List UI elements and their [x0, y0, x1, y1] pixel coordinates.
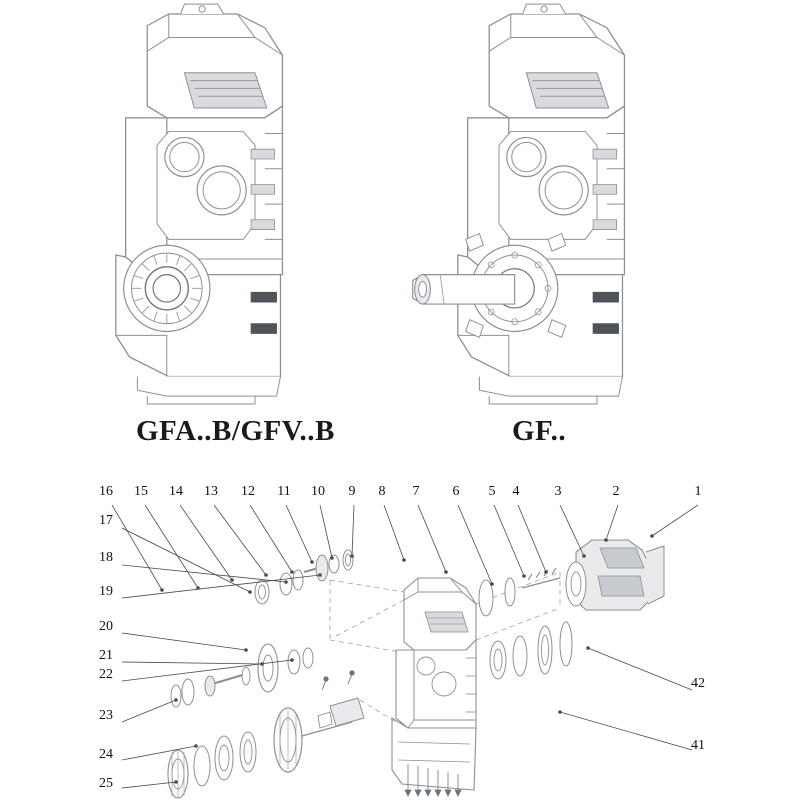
motor-adapter-part: [566, 540, 664, 610]
callout-number-2: 2: [612, 484, 620, 499]
callout-number-17: 17: [99, 513, 113, 528]
callout-number-42: 42: [691, 676, 705, 691]
callout-number-12: 12: [241, 484, 255, 499]
housing-part: [392, 578, 476, 796]
callout-number-41: 41: [691, 738, 705, 753]
callout-number-10: 10: [311, 484, 325, 499]
callout-number-19: 19: [99, 584, 113, 599]
model-label-left: GFA..B/GFV..B: [136, 415, 335, 447]
model-label-right: GF..: [512, 415, 567, 447]
callout-number-8: 8: [378, 484, 386, 499]
callout-number-24: 24: [99, 747, 113, 762]
callout-number-23: 23: [99, 708, 113, 723]
callout-number-22: 22: [99, 667, 113, 682]
callout-number-11: 11: [277, 484, 291, 499]
callout-number-4: 4: [512, 484, 520, 499]
callout-number-14: 14: [169, 484, 183, 499]
gearbox-view-gfa-gfv-b: [116, 4, 283, 404]
callout-number-25: 25: [99, 776, 113, 791]
callout-number-15: 15: [134, 484, 148, 499]
callout-number-1: 1: [694, 484, 702, 499]
gearbox-view-gf: [413, 4, 625, 404]
callout-number-7: 7: [412, 484, 420, 499]
callout-number-6: 6: [452, 484, 460, 499]
callout-number-16: 16: [99, 484, 113, 499]
callout-number-3: 3: [554, 484, 562, 499]
callout-number-20: 20: [99, 619, 113, 634]
callout-number-18: 18: [99, 550, 113, 565]
callout-number-21: 21: [99, 648, 113, 663]
exploded-assembly-drawing: [112, 505, 698, 798]
callout-number-13: 13: [204, 484, 218, 499]
callout-number-5: 5: [488, 484, 496, 499]
callout-number-9: 9: [348, 484, 356, 499]
